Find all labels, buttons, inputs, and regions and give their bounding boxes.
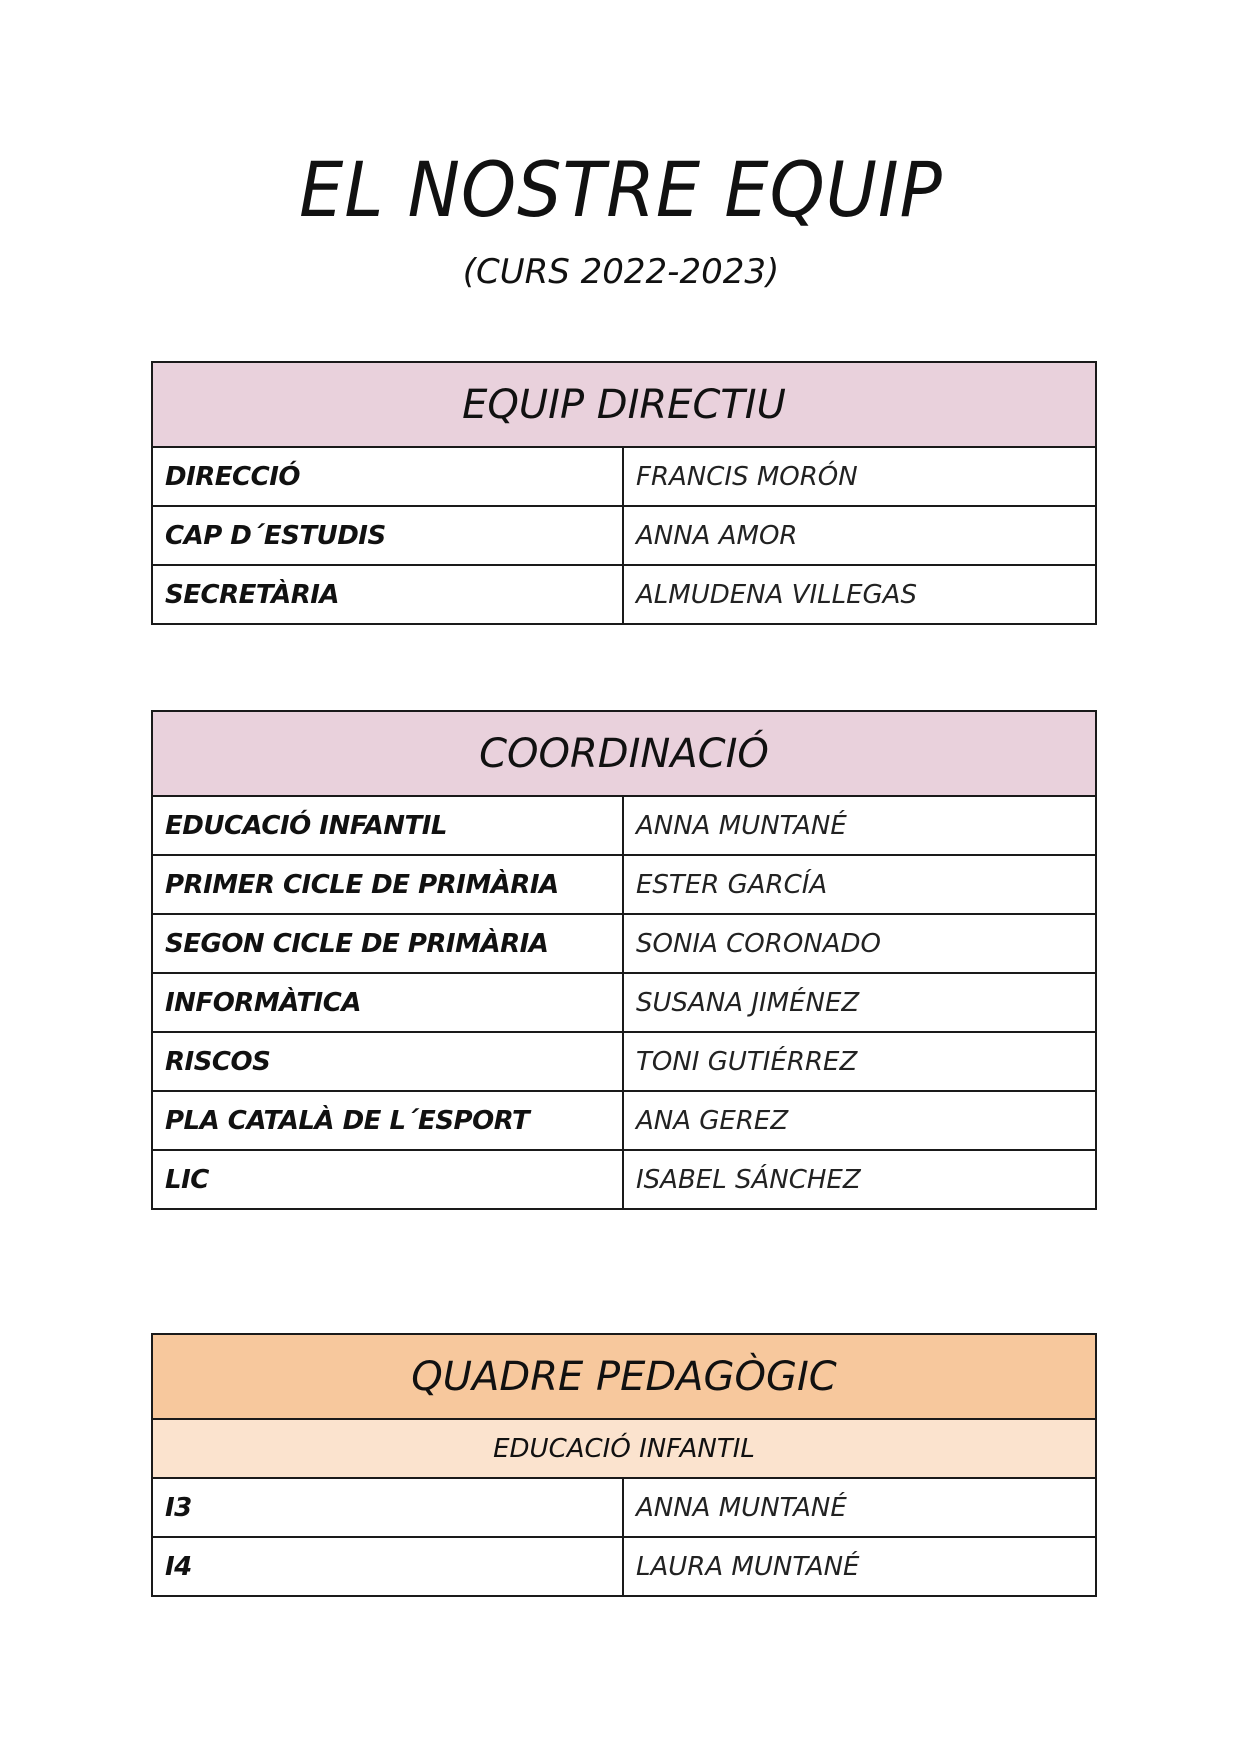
equip-directiu-header: EQUIP DIRECTIU — [152, 362, 1096, 447]
person-cell: FRANCIS MORÓN — [623, 447, 1096, 506]
role-cell: I4 — [152, 1537, 623, 1596]
role-cell: PRIMER CICLE DE PRIMÀRIA — [152, 855, 623, 914]
table-row — [152, 855, 1096, 914]
table-row — [152, 506, 1096, 565]
role-cell: I3 — [152, 1478, 623, 1537]
person-cell: ESTER GARCÍA — [623, 855, 1096, 914]
role-cell: INFORMÀTICA — [152, 973, 623, 1032]
table-row — [152, 1478, 1096, 1537]
person-cell: TONI GUTIÉRREZ — [623, 1032, 1096, 1091]
role-cell: SECRETÀRIA — [152, 565, 623, 624]
page-subtitle: (CURS 2022-2023) — [462, 252, 780, 292]
equip-directiu-table — [151, 361, 1097, 625]
role-cell: PLA CATALÀ DE L´ESPORT — [152, 1091, 623, 1150]
page-title: EL NOSTRE EQUIP — [299, 145, 943, 235]
table-row — [152, 973, 1096, 1032]
table-row — [152, 1537, 1096, 1596]
person-cell: ISABEL SÁNCHEZ — [623, 1150, 1096, 1209]
role-cell: EDUCACIÓ INFANTIL — [152, 796, 623, 855]
person-cell: SUSANA JIMÉNEZ — [623, 973, 1096, 1032]
table-row — [152, 447, 1096, 506]
coordinacio-table — [151, 710, 1097, 1210]
table-row — [152, 796, 1096, 855]
table-row — [152, 1150, 1096, 1209]
role-cell: LIC — [152, 1150, 623, 1209]
person-cell: ALMUDENA VILLEGAS — [623, 565, 1096, 624]
person-cell: ANA GEREZ — [623, 1091, 1096, 1150]
table-row — [152, 565, 1096, 624]
role-cell: RISCOS — [152, 1032, 623, 1091]
quadre-pedagogic-header: QUADRE PEDAGÒGIC — [152, 1334, 1096, 1419]
coordinacio-header: COORDINACIÓ — [152, 711, 1096, 796]
person-cell: ANNA AMOR — [623, 506, 1096, 565]
table-row — [152, 914, 1096, 973]
table-row — [152, 1032, 1096, 1091]
role-cell: CAP D´ESTUDIS — [152, 506, 623, 565]
table-row — [152, 1091, 1096, 1150]
role-cell: SEGON CICLE DE PRIMÀRIA — [152, 914, 623, 973]
person-cell: LAURA MUNTANÉ — [623, 1537, 1096, 1596]
person-cell: SONIA CORONADO — [623, 914, 1096, 973]
person-cell: ANNA MUNTANÉ — [623, 1478, 1096, 1537]
person-cell: ANNA MUNTANÉ — [623, 796, 1096, 855]
educacio-infantil-subheader: EDUCACIÓ INFANTIL — [152, 1419, 1096, 1478]
role-cell: DIRECCIÓ — [152, 447, 623, 506]
quadre-pedagogic-table — [151, 1333, 1097, 1597]
